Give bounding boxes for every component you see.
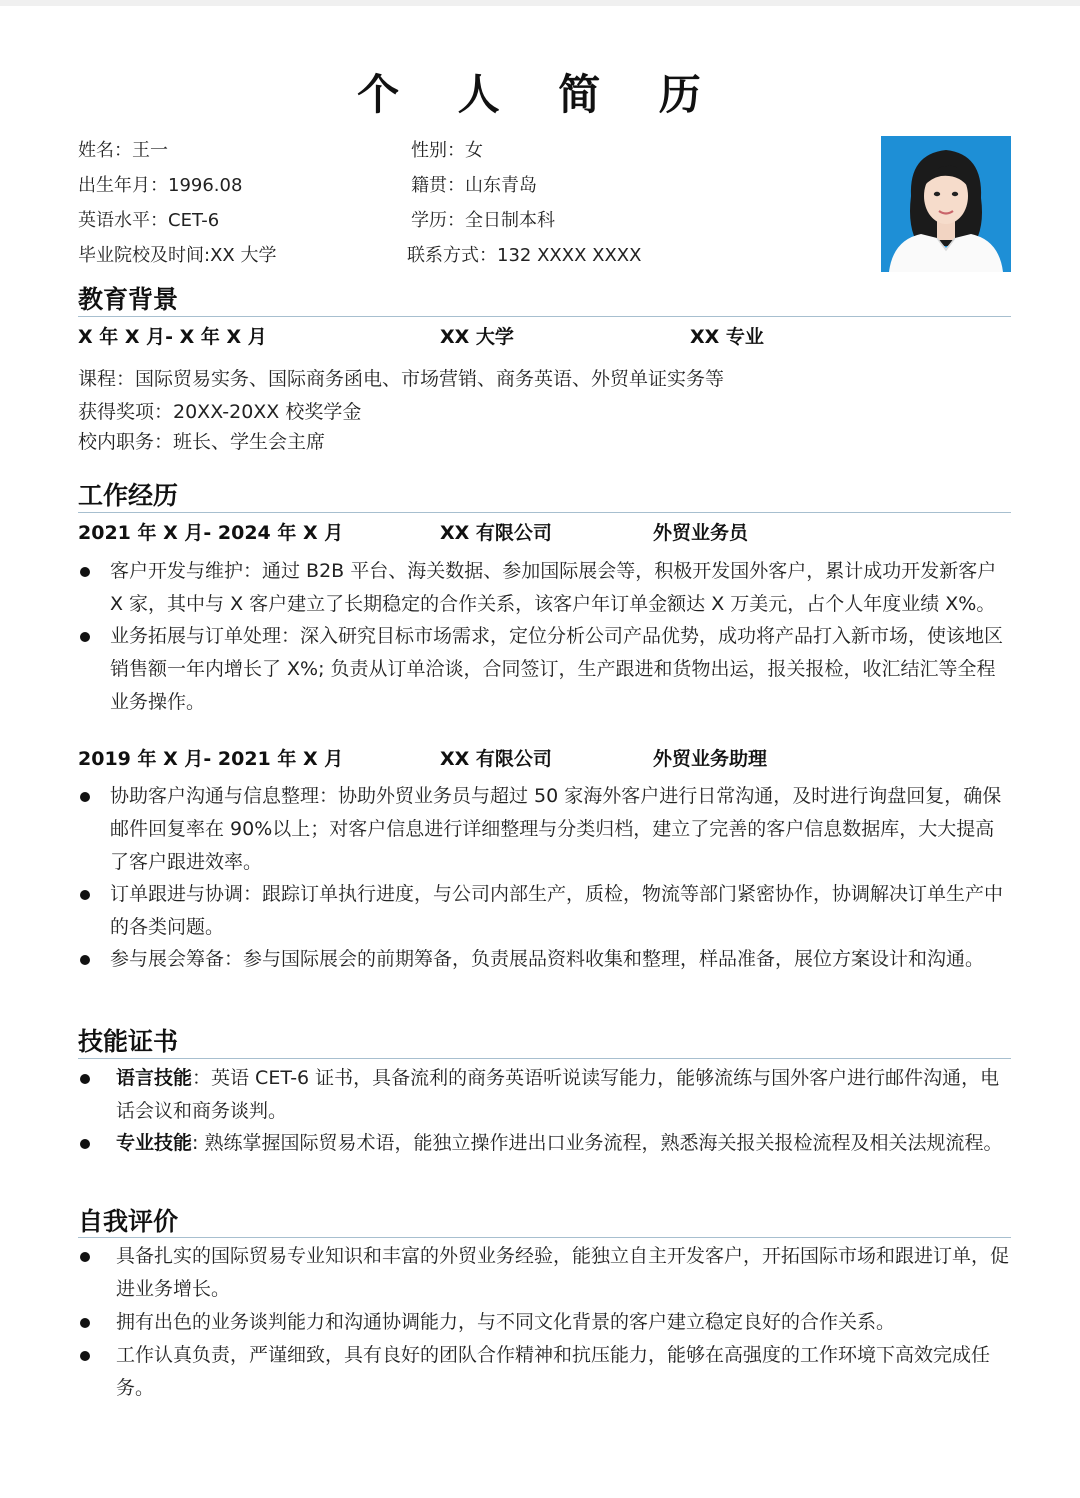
education-school: XX 大学 bbox=[440, 326, 514, 348]
education-awards: 获得奖项：20XX-20XX 校奖学金 bbox=[78, 401, 362, 423]
bullet-dot bbox=[80, 890, 90, 900]
self-eval-text: 工作认真负责，严谨细致，具有良好的团队合作精神和抗压能力，能够在高强度的工作环境下高效完成任务。 bbox=[116, 1344, 991, 1399]
birth-label: 出生年月： bbox=[78, 175, 168, 196]
profile-photo bbox=[881, 136, 1011, 272]
bullet-dot bbox=[80, 632, 90, 642]
education-major: XX 专业 bbox=[690, 326, 764, 348]
job-2-bullet-text: 订单跟进与协调：跟踪订单执行进度，与公司内部生产，质检，物流等部门紧密协作，协调解决订单生产中的各类问题。 bbox=[110, 883, 1004, 938]
job-1-bullet-text: 客户开发与维护：通过 B2B 平台、海关数据、参加国际展会等，积极开发国外客户，累计成功开发新客户 X 家，其中与 X 客户建立了长期稳定的合作关系，该客户年订单金额达 X 万美元，占个人年度业绩 X%。 bbox=[110, 560, 997, 615]
bullet-dot bbox=[80, 955, 90, 965]
name-label: 姓名： bbox=[78, 140, 132, 161]
gender-value: 女 bbox=[465, 140, 483, 161]
edu-field bbox=[411, 206, 555, 232]
bullet-dot bbox=[80, 1351, 90, 1361]
origin-label: 籍贯： bbox=[411, 175, 465, 196]
education-positions: 校内职务：班长、学生会主席 bbox=[78, 431, 326, 453]
work-heading: 工作经历 bbox=[78, 481, 179, 510]
contact-label: 联系方式： bbox=[407, 245, 497, 266]
bullet-dot bbox=[80, 1139, 90, 1149]
bullet-dot bbox=[80, 1252, 90, 1262]
job-2-role: 外贸业务助理 bbox=[653, 748, 768, 770]
education-divider bbox=[78, 316, 1011, 317]
education-courses: 课程：国际贸易实务、国际商务函电、市场营销、商务英语、外贸单证实务等 bbox=[78, 368, 725, 390]
work-divider bbox=[78, 512, 1011, 513]
bullet-dot bbox=[80, 1318, 90, 1328]
self-eval-text: 具备扎实的国际贸易专业知识和丰富的外贸业务经验，能独立自主开发客户，开拓国际市场和跟进订单，促进业务增长。 bbox=[116, 1245, 1010, 1300]
portrait-illustration bbox=[881, 136, 1011, 272]
school-value: XX 大学 bbox=[210, 245, 277, 266]
bullet-dot bbox=[80, 1074, 90, 1084]
job-1-period: 2021 年 X 月- 2024 年 X 月 bbox=[78, 522, 344, 544]
page-title: 个 人 简 历 bbox=[357, 70, 723, 119]
job-1-role: 外贸业务员 bbox=[653, 522, 749, 544]
skills-divider bbox=[78, 1058, 1011, 1059]
english-label: 英语水平： bbox=[78, 210, 168, 231]
english-field bbox=[78, 206, 219, 232]
origin-field bbox=[411, 171, 537, 197]
job-2-company: XX 有限公司 bbox=[440, 748, 552, 770]
job-2-period: 2019 年 X 月- 2021 年 X 月 bbox=[78, 748, 344, 770]
english-value: CET-6 bbox=[168, 210, 220, 231]
birth-value: 1996.08 bbox=[168, 175, 243, 196]
skill-label: 语言技能 bbox=[116, 1067, 193, 1089]
bullet-dot bbox=[80, 567, 90, 577]
education-heading: 教育背景 bbox=[78, 285, 179, 314]
self-eval-divider bbox=[78, 1237, 1011, 1238]
school-field bbox=[78, 241, 276, 267]
contact-field bbox=[407, 241, 641, 267]
job-2-bullet-text: 协助客户沟通与信息整理：协助外贸业务员与超过 50 家海外客户进行日常沟通，及时进行询盘回复，确保邮件回复率在 90%以上；对客户信息进行详细整理与分类归档，建立了完善的客户信息数据库，大大提高了客户跟进效率。 bbox=[110, 785, 1002, 873]
bullet-dot bbox=[80, 792, 90, 802]
edu-value: 全日制本科 bbox=[465, 210, 555, 231]
gender-field bbox=[411, 136, 483, 162]
skill-text: : 熟练掌握国际贸易术语，能独立操作进出口业务流程，熟悉海关报关报检流程及相关法规流程。 bbox=[192, 1132, 1003, 1154]
education-period: X 年 X 月- X 年 X 月 bbox=[78, 326, 267, 348]
gender-label: 性别： bbox=[411, 140, 465, 161]
skills-heading: 技能证书 bbox=[78, 1027, 179, 1056]
name-field bbox=[78, 136, 168, 162]
school-label: 毕业院校及时间: bbox=[78, 245, 211, 266]
name-value: 王一 bbox=[132, 140, 168, 161]
origin-value: 山东青岛 bbox=[465, 175, 537, 196]
self-eval-heading: 自我评价 bbox=[78, 1207, 179, 1236]
job-2-bullet-text: 参与展会筹备：参与国际展会的前期筹备，负责展品资料收集和整理，样品准备，展位方案设计和沟通。 bbox=[110, 948, 985, 970]
resume-page bbox=[0, 6, 1080, 1498]
skill-label: 专业技能 bbox=[116, 1132, 193, 1154]
skill-text: ：英语 CET-6 证书，具备流利的商务英语听说读写能力，能够流练与国外客户进行邮件沟通，电话会议和商务谈判。 bbox=[116, 1067, 1000, 1122]
job-1-company: XX 有限公司 bbox=[440, 522, 552, 544]
birth-field bbox=[78, 171, 242, 197]
job-1-bullet-text: 业务拓展与订单处理：深入研究目标市场需求，定位分析公司产品优势，成功将产品打入新市场，使该地区销售额一年内增长了 X%; 负责从订单洽谈，合同签订，生产跟进和货物出运，报关报检，收汇结汇等全程业务操作。 bbox=[110, 625, 1004, 713]
self-eval-text: 拥有出色的业务谈判能力和沟通协调能力，与不同文化背景的客户建立稳定良好的合作关系。 bbox=[116, 1311, 896, 1333]
contact-value: 132 XXXX XXXX bbox=[497, 245, 642, 266]
edu-label: 学历： bbox=[411, 210, 465, 231]
